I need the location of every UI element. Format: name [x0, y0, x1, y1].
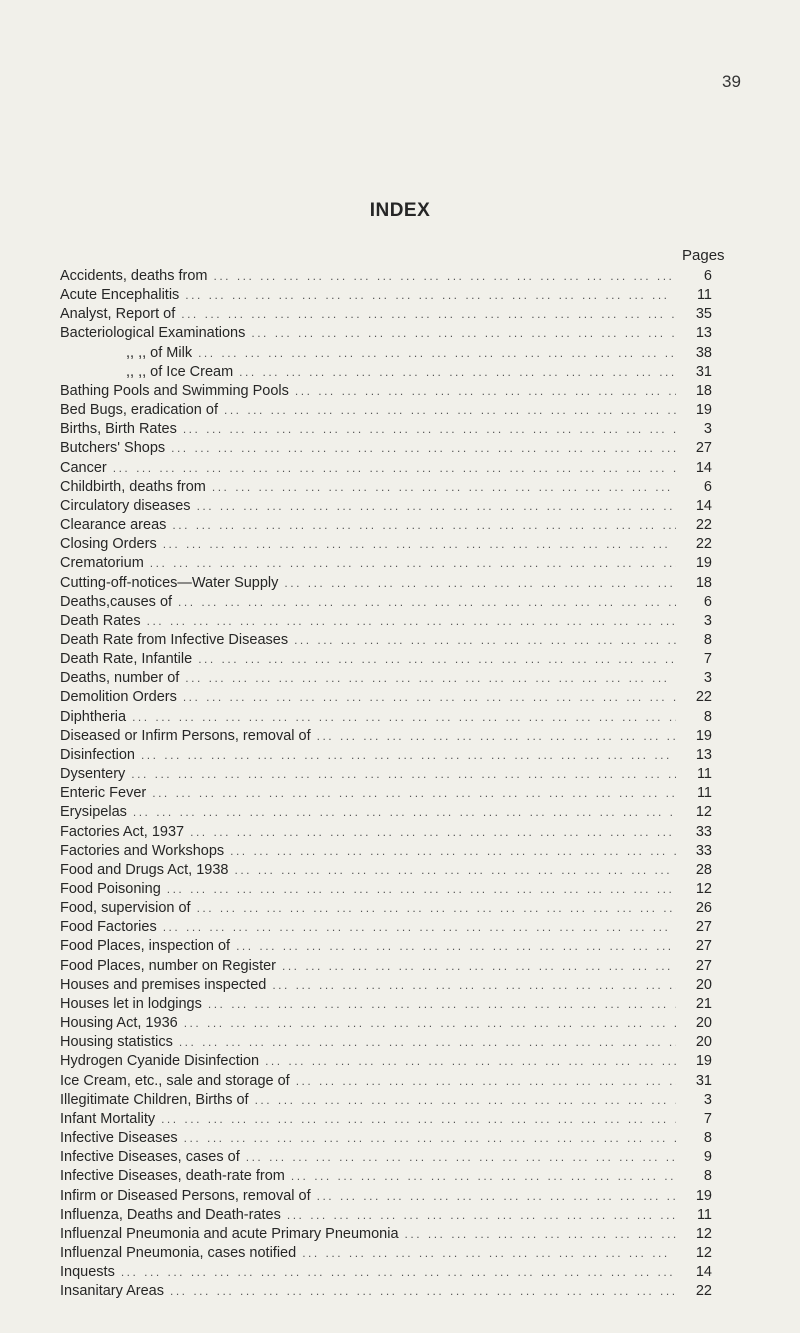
- index-entry-page: 9: [703, 1149, 712, 1166]
- index-entry-label: Influenzal Pneumonia and acute Primary Pneumonia: [60, 1225, 399, 1242]
- dot-leader: [198, 344, 676, 363]
- dot-leader: [181, 305, 676, 324]
- dot-leader: [284, 574, 676, 593]
- index-entry-page: 3: [703, 670, 712, 687]
- index-entry: [60, 1033, 712, 1052]
- index-entry-label: Food Factories: [60, 919, 157, 936]
- index-entry-label: Cutting-off-notices—Water Supply: [60, 574, 279, 591]
- index-entry-label: Ice Cream, etc., sale and storage of: [60, 1072, 290, 1089]
- index-entry-page: 11: [696, 785, 712, 802]
- index-entry-page: 8: [703, 1168, 712, 1185]
- index-entry: [60, 1072, 712, 1091]
- index-entry-page: 14: [695, 497, 712, 514]
- index-entry-label: Inquests: [60, 1264, 115, 1281]
- index-entry-page: 22: [695, 536, 712, 553]
- index-entry: [60, 1187, 712, 1206]
- index-entry: [60, 382, 712, 401]
- index-entry-page: 18: [695, 574, 712, 591]
- index-entry-label: Influenza, Deaths and Death-rates: [60, 1206, 281, 1223]
- index-entry-page: 28: [695, 861, 712, 878]
- index-entry-label: Bed Bugs, eradication of: [60, 402, 218, 419]
- index-entry-label: Food Places, number on Register: [60, 957, 276, 974]
- index-entry-label: Insanitary Areas: [60, 1283, 164, 1300]
- index-entry-page: 3: [703, 612, 712, 629]
- index-entry-label: ,, ,, of Ice Cream: [126, 363, 234, 380]
- index-entry-page: 3: [703, 421, 712, 438]
- index-entry-label: Factories and Workshops: [60, 842, 225, 859]
- dot-leader: [255, 1091, 676, 1110]
- index-entry-page: 12: [695, 804, 712, 821]
- index-entry-label: Infirm or Diseased Persons, removal of: [60, 1187, 311, 1204]
- index-entry-label: Houses let in lodgings: [60, 995, 202, 1012]
- index-entry-page: 26: [695, 900, 712, 917]
- index-entry-label: Deaths,causes of: [60, 593, 173, 610]
- index-entry-page: 13: [695, 746, 712, 763]
- dot-leader: [163, 918, 676, 937]
- index-entry: [60, 1129, 712, 1148]
- index-entry-label: Death Rate, Infantile: [60, 651, 193, 668]
- dot-leader: [171, 439, 676, 458]
- dot-leader: [287, 1206, 676, 1225]
- dot-leader: [170, 1282, 676, 1301]
- dot-leader: [121, 1263, 676, 1282]
- index-entry: [60, 1110, 712, 1129]
- index-entry-label: Illegitimate Children, Births of: [60, 1091, 249, 1108]
- index-entry-label: Cancer: [60, 459, 107, 476]
- index-entry: [60, 497, 712, 516]
- index-entry-label: Infective Diseases, cases of: [60, 1149, 240, 1166]
- index-entry-page: 21: [695, 995, 712, 1012]
- index-entry: [60, 861, 712, 880]
- index-entry: [60, 957, 712, 976]
- index-entry-page: 19: [695, 1187, 712, 1204]
- index-entry-label: Childbirth, deaths from: [60, 478, 206, 495]
- index-entry: [60, 746, 712, 765]
- dot-leader: [302, 1244, 676, 1263]
- index-entry-label: Bathing Pools and Swimming Pools: [60, 382, 289, 399]
- index-entry-page: 12: [695, 1244, 712, 1261]
- index-entry-page: 14: [695, 459, 712, 476]
- index-entry: [60, 286, 712, 305]
- dot-leader: [197, 899, 676, 918]
- pages-column-header: Pages: [682, 247, 725, 264]
- index-entry-label: Infective Diseases, death-rate from: [60, 1168, 285, 1185]
- index-entry-label: Food and Drugs Act, 1938: [60, 861, 229, 878]
- index-entry-page: 31: [695, 363, 712, 380]
- index-entry-page: 6: [703, 593, 712, 610]
- dot-leader: [295, 382, 676, 401]
- dot-leader: [163, 535, 676, 554]
- index-entry: [60, 995, 712, 1014]
- index-entry-page: 19: [695, 402, 712, 419]
- index-entry: [60, 478, 712, 497]
- dot-leader: [317, 1187, 676, 1206]
- index-entry-page: 20: [695, 976, 712, 993]
- index-entry-label: Enteric Fever: [60, 785, 147, 802]
- dot-leader: [167, 880, 676, 899]
- index-entry-label: Diphtheria: [60, 708, 127, 725]
- dot-leader: [133, 803, 676, 822]
- dot-leader: [198, 650, 676, 669]
- index-entry: [60, 1014, 712, 1033]
- index-entry: [60, 363, 712, 382]
- index-entry-label: Infective Diseases: [60, 1130, 178, 1147]
- index-entry: [60, 976, 712, 995]
- index-entry: [60, 516, 712, 535]
- index-entry-label: Infant Mortality: [60, 1110, 156, 1127]
- dot-leader: [183, 420, 676, 439]
- index-entry-label: Crematorium: [60, 555, 144, 572]
- index-entry-label: Houses and premises inspected: [60, 976, 267, 993]
- index-entry-page: 8: [703, 1130, 712, 1147]
- index-list: [60, 267, 712, 1301]
- dot-leader: [294, 631, 676, 650]
- index-entry-page: 7: [703, 1110, 712, 1127]
- index-entry: [60, 708, 712, 727]
- dot-leader: [317, 727, 676, 746]
- index-entry-label: Dysentery: [60, 766, 126, 783]
- index-entry-label: Death Rates: [60, 612, 141, 629]
- index-entry-page: 11: [696, 1206, 712, 1223]
- index-entry-label: Food Places, inspection of: [60, 938, 231, 955]
- dot-leader: [184, 1014, 676, 1033]
- index-entry-label: Housing Act, 1936: [60, 1015, 178, 1032]
- index-entry: [60, 669, 712, 688]
- dot-leader: [282, 957, 676, 976]
- index-entry-page: 33: [695, 842, 712, 859]
- index-entry: [60, 842, 712, 861]
- dot-leader: [291, 1167, 676, 1186]
- index-entry: [60, 765, 712, 784]
- index-entry-page: 22: [695, 1283, 712, 1300]
- index-entry-label: Influenzal Pneumonia, cases notified: [60, 1244, 297, 1261]
- dot-leader: [132, 708, 676, 727]
- index-entry-label: Bacteriological Examinations: [60, 325, 246, 342]
- index-entry-page: 14: [695, 1264, 712, 1281]
- dot-leader: [405, 1225, 676, 1244]
- dot-leader: [214, 267, 677, 286]
- index-entry: [60, 650, 712, 669]
- index-entry: [60, 918, 712, 937]
- index-entry-label: Food, supervision of: [60, 900, 191, 917]
- dot-leader: [185, 669, 676, 688]
- index-entry-page: 11: [696, 287, 712, 304]
- index-entry-label: Death Rate from Infective Diseases: [60, 631, 289, 648]
- index-entry-label: ,, ,, of Milk: [126, 344, 193, 361]
- index-entry: [60, 1263, 712, 1282]
- index-entry: [60, 305, 712, 324]
- index-entry: [60, 439, 712, 458]
- dot-leader: [239, 363, 676, 382]
- index-entry-page: 27: [695, 938, 712, 955]
- index-entry-page: 22: [695, 517, 712, 534]
- dot-leader: [208, 995, 676, 1014]
- dot-leader: [234, 861, 676, 880]
- dot-leader: [190, 823, 676, 842]
- dot-leader: [230, 842, 676, 861]
- index-entry-page: 19: [695, 555, 712, 572]
- dot-leader: [184, 1129, 676, 1148]
- index-entry: [60, 727, 712, 746]
- dot-leader: [265, 1052, 676, 1071]
- index-entry-label: Analyst, Report of: [60, 306, 176, 323]
- dot-leader: [152, 784, 676, 803]
- dot-leader: [179, 1033, 676, 1052]
- index-entry-label: Butchers' Shops: [60, 440, 166, 457]
- index-entry-page: 19: [695, 727, 712, 744]
- index-entry: [60, 420, 712, 439]
- dot-leader: [197, 497, 676, 516]
- index-entry-label: Circulatory diseases: [60, 497, 191, 514]
- index-entry: [60, 554, 712, 573]
- index-entry: [60, 688, 712, 707]
- index-entry-label: Deaths, number of: [60, 670, 180, 687]
- dot-leader: [212, 478, 676, 497]
- index-entry-label: Disinfection: [60, 746, 135, 763]
- index-entry: [60, 937, 712, 956]
- index-entry-page: 27: [695, 919, 712, 936]
- index-entry: [60, 401, 712, 420]
- index-entry-page: 12: [695, 881, 712, 897]
- index-entry-label: Births, Birth Rates: [60, 421, 177, 438]
- index-entry-page: 6: [703, 268, 712, 284]
- dot-leader: [147, 612, 676, 631]
- index-entry: [60, 631, 712, 650]
- dot-leader: [172, 516, 676, 535]
- page-title: INDEX: [369, 200, 431, 221]
- index-entry-label: Diseased or Infirm Persons, removal of: [60, 727, 311, 744]
- dot-leader: [131, 765, 676, 784]
- index-entry: [60, 823, 712, 842]
- index-entry-page: 27: [695, 957, 712, 974]
- dot-leader: [246, 1148, 676, 1167]
- index-entry-label: Acute Encephalitis: [60, 287, 180, 304]
- dot-leader: [150, 554, 676, 573]
- index-entry-page: 6: [703, 478, 712, 495]
- index-entry-label: Closing Orders: [60, 536, 157, 553]
- dot-leader: [185, 286, 676, 305]
- dot-leader: [161, 1110, 676, 1129]
- dot-leader: [251, 324, 676, 343]
- index-entry: [60, 1167, 712, 1186]
- index-entry: [60, 899, 712, 918]
- index-entry: [60, 1091, 712, 1110]
- dot-leader: [272, 976, 676, 995]
- index-entry: [60, 1052, 712, 1071]
- dot-leader: [113, 459, 676, 478]
- index-entry: [60, 574, 712, 593]
- index-entry-page: 22: [695, 689, 712, 706]
- index-entry: [60, 267, 712, 286]
- index-entry-page: 13: [695, 325, 712, 342]
- index-entry-label: Clearance areas: [60, 517, 167, 534]
- dot-leader: [141, 746, 676, 765]
- index-entry: [60, 459, 712, 478]
- index-entry: [60, 784, 712, 803]
- index-entry-page: 8: [703, 708, 712, 725]
- index-entry-page: 11: [696, 766, 712, 783]
- index-entry-page: 12: [695, 1225, 712, 1242]
- index-entry-page: 31: [695, 1072, 712, 1089]
- index-entry: [60, 803, 712, 822]
- index-entry-label: Accidents, deaths from: [60, 268, 208, 284]
- index-entry-label: Demolition Orders: [60, 689, 177, 706]
- index-entry-page: 18: [695, 382, 712, 399]
- index-entry: [60, 880, 712, 899]
- page-number: 39: [722, 72, 741, 91]
- index-entry-page: 33: [695, 823, 712, 840]
- index-entry-page: 20: [695, 1034, 712, 1051]
- dot-leader: [236, 937, 676, 956]
- index-entry: [60, 1244, 712, 1263]
- dot-leader: [224, 401, 676, 420]
- dot-leader: [296, 1072, 676, 1091]
- index-entry-page: 3: [703, 1091, 712, 1108]
- index-entry: [60, 344, 712, 363]
- index-entry-page: 35: [695, 306, 712, 323]
- index-entry: [60, 612, 712, 631]
- index-entry: [60, 1225, 712, 1244]
- dot-leader: [178, 593, 676, 612]
- index-entry-page: 38: [695, 344, 712, 361]
- index-entry-label: Erysipelas: [60, 804, 127, 821]
- index-entry-label: Housing statistics: [60, 1034, 173, 1051]
- index-entry: [60, 1206, 712, 1225]
- index-entry-page: 20: [695, 1015, 712, 1032]
- index-entry-page: 19: [695, 1053, 712, 1070]
- index-entry: [60, 324, 712, 343]
- index-entry: [60, 593, 712, 612]
- index-entry: [60, 1148, 712, 1167]
- index-entry-label: Hydrogen Cyanide Disinfection: [60, 1053, 260, 1070]
- index-entry-label: Factories Act, 1937: [60, 823, 185, 840]
- index-entry-page: 8: [703, 631, 712, 648]
- index-entry: [60, 1282, 712, 1301]
- dot-leader: [183, 688, 676, 707]
- index-entry: [60, 535, 712, 554]
- index-entry-label: Food Poisoning: [60, 881, 161, 897]
- index-entry-page: 7: [703, 651, 712, 668]
- index-entry-page: 27: [695, 440, 712, 457]
